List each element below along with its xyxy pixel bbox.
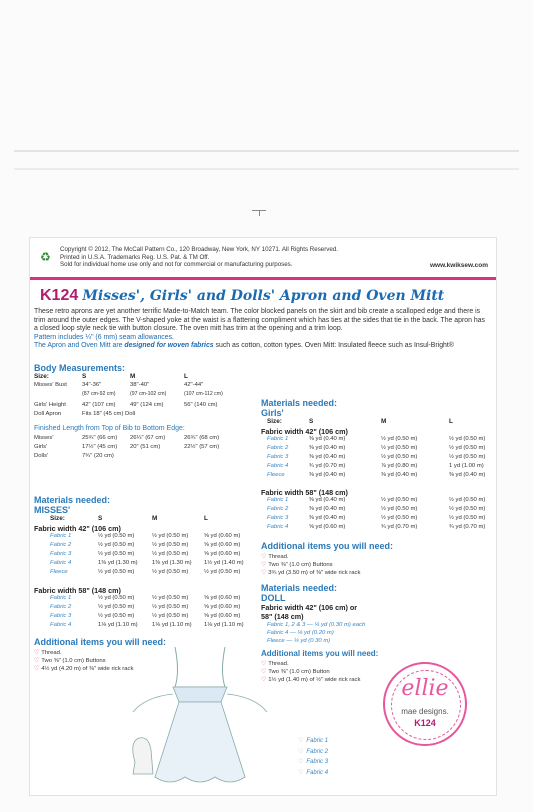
fabric-label: Fleece xyxy=(267,472,285,478)
yardage-cell: ½ yd (0.50 m) xyxy=(98,595,135,601)
doll-yardage-row: Fabric 4 — ⅛ yd (0.20 m) xyxy=(267,630,334,636)
pattern-name: Misses', Girls' and Dolls' Apron and Oven Mitt xyxy=(82,288,445,304)
yardage-row xyxy=(34,569,259,578)
yardage-row xyxy=(34,613,259,622)
doll-materials xyxy=(261,583,491,684)
list-item: ♡ Two ⅜" (1.0 cm) Buttons xyxy=(34,657,259,665)
yardage-cell: ½ yd (0.50 m) xyxy=(152,533,189,539)
fabric-label: Fabric 3 xyxy=(267,454,289,460)
list-item: ♡ Two ⅜" (1.0 cm) Buttons xyxy=(261,561,491,569)
recycle-icon: ♻ xyxy=(40,250,51,264)
yardage-cell: ½ yd (0.50 m) xyxy=(381,497,418,503)
fabric-swatch-legend xyxy=(298,736,328,778)
measure-row: Misses' Bust 34"-36" 38"-40" 42"-44" xyxy=(34,382,204,388)
measure-row: Girls' Height 42" (107 cm) 49" (124 cm) 56" (140 cm) xyxy=(34,402,218,408)
yardage-cell: ½ yd (0.50 m) xyxy=(98,569,135,575)
yardage-cell: ½ yd (0.50 m) xyxy=(98,613,135,619)
yardage-cell: ½ yd (0.50 m) xyxy=(152,551,189,557)
yardage-cell: 1⅛ yd (1.10 m) xyxy=(98,622,138,628)
yardage-cell: ⅜ yd (0.40 m) xyxy=(309,436,346,442)
swatch-label: ♡ Fabric 1 xyxy=(298,736,328,747)
yardage-cell: ½ yd (0.50 m) xyxy=(381,445,418,451)
list-item: ♡ 4½ yd (4.20 m) of ⅜" wide rick rack xyxy=(34,665,259,673)
description xyxy=(34,308,489,351)
yardage-row xyxy=(261,515,491,524)
yardage-row xyxy=(261,454,491,463)
logo-subtitle: mae designs. xyxy=(401,707,449,716)
yardage-cell: 1⅛ yd (1.10 m) xyxy=(204,622,244,628)
fabric-label: Fabric 3 xyxy=(50,551,72,557)
list-item: ♡ 1½ yd (1.40 m) of ½" wide rick rack xyxy=(261,676,491,684)
list-item: ♡ Two ⅜" (1.0 cm) Button xyxy=(261,668,491,676)
yardage-row xyxy=(261,497,491,506)
yardage-cell: ½ yd (0.50 m) xyxy=(98,604,135,610)
yardage-cell: ½ yd (0.50 m) xyxy=(152,604,189,610)
section-heading: Materials needed: xyxy=(261,583,338,593)
fabric-label: Fabric 1 xyxy=(267,497,289,503)
yardage-cell: ½ yd (0.50 m) xyxy=(152,613,189,619)
size-header: Size: S M L xyxy=(267,418,453,425)
yardage-row xyxy=(261,436,491,445)
doll-yardage-row: Fabric 1, 2 & 3 — ¼ yd (0.30 m) each xyxy=(267,622,366,628)
yardage-cell: ½ yd (0.50 m) xyxy=(381,506,418,512)
yardage-cell: ⅜ yd (0.40 m) xyxy=(449,472,486,478)
yardage-cell: ⅜ yd (0.40 m) xyxy=(309,497,346,503)
description-text: These retro aprons are yet another terrific Made-to-Match team. The color blocked panels on the skirt and bib create a scalloped edge and there is trim around the outer edges. The V-shaped yoke at the waist is a flattering compliment which has ties at the sides that tie in the back. The apron has a closed loop style neck tie with button closure. The oven mitt has trim at the opening and a trim loop. xyxy=(34,308,485,333)
yardage-cell: ⅝ yd (0.60 m) xyxy=(204,533,241,539)
fabric-width-heading: Fabric width 42" (106 cm) xyxy=(34,524,121,533)
yardage-cell: ½ yd (0.50 m) xyxy=(449,445,486,451)
yardage-row xyxy=(34,604,259,613)
fabric-width-heading: Fabric width 58" (148 cm) xyxy=(34,586,121,595)
oven-mitt-illustration xyxy=(133,738,153,774)
size-header: Size: S M L xyxy=(34,373,188,380)
list-item: ♡ 3¾ yd (3.50 m) of ⅜" wide rick rack xyxy=(261,569,491,577)
fabric-label: Fabric 4 xyxy=(267,524,289,530)
fabric-note-prefix: The Apron and Oven Mitt are xyxy=(34,342,123,350)
yardage-row xyxy=(34,533,259,542)
pattern-code: K124 xyxy=(40,287,79,304)
yardage-cell: ⅜ yd (0.40 m) xyxy=(309,472,346,478)
swatch-label: ♡ Fabric 4 xyxy=(298,768,328,779)
pattern-back-label xyxy=(29,237,497,796)
yardage-cell: ⅜ yd (0.40 m) xyxy=(381,472,418,478)
yardage-cell: ½ yd (0.50 m) xyxy=(449,436,486,442)
section-heading: Materials needed: xyxy=(34,495,111,505)
yardage-row xyxy=(261,524,491,533)
yardage-table xyxy=(34,533,259,578)
swatch-label: ♡ Fabric 2 xyxy=(298,747,328,758)
fabric-width-heading: 58" (148 cm) xyxy=(261,612,304,621)
yardage-cell: 1½ yd (1.40 m) xyxy=(204,560,244,566)
envelope-fold-line xyxy=(14,150,519,152)
copyright-line: Sold for individual home use only and not for commercial or manufacturing purposes. xyxy=(60,261,293,269)
section-heading: Additional items you will need: xyxy=(261,541,394,551)
yardage-table xyxy=(34,595,259,631)
fabric-note-emphasis: designed for woven fabrics xyxy=(124,342,214,350)
list-item: ♡ Thread. xyxy=(261,553,491,561)
yardage-cell: ⅝ yd (0.60 m) xyxy=(204,595,241,601)
finished-length-heading: Finished Length from Top of Bib to Bottom Edge: xyxy=(34,425,185,432)
additional-items-list xyxy=(261,553,491,577)
copyright-line: Printed in U.S.A. Trademarks Reg. U.S. Pat. & TM Off. xyxy=(60,253,210,261)
fabric-label: Fabric 1 xyxy=(50,595,72,601)
logo-code: K124 xyxy=(414,718,436,728)
logo-name: ellie xyxy=(401,676,449,701)
designer-logo xyxy=(383,662,467,746)
copyright-block xyxy=(60,246,338,269)
copyright-line: Copyright © 2012, The McCall Pattern Co., 120 Broadway, New York, NY 10271. All Rights Reserved. xyxy=(60,246,338,253)
length-row: Girls' 17½" (45 cm) 20" (51 cm) 22½" (57 cm) xyxy=(34,444,220,450)
fabric-width-heading: Fabric width 58" (148 cm) xyxy=(261,488,348,497)
length-row: Misses' 25¾" (66 cm) 26¼" (67 cm) 26¾" (68 cm) xyxy=(34,435,220,441)
section-heading: Body Measurements: xyxy=(34,363,126,373)
size-header: Size: S M L xyxy=(50,515,208,522)
yardage-cell: ⅝ yd (0.60 m) xyxy=(309,524,346,530)
yardage-cell: ⅝ yd (0.60 m) xyxy=(204,613,241,619)
fabric-width-heading: Fabric width 42" (106 cm) xyxy=(261,427,348,436)
yardage-cell: ½ yd (0.50 m) xyxy=(381,436,418,442)
yardage-cell: ½ yd (0.50 m) xyxy=(98,542,135,548)
length-row: Dolls' 7¾" (20 cm) xyxy=(34,453,114,459)
fabric-label: Fabric 4 xyxy=(267,463,289,469)
yardage-cell: ⅜ yd (0.40 m) xyxy=(309,445,346,451)
yardage-cell: 1 yd (1.00 m) xyxy=(449,463,484,469)
pattern-title xyxy=(40,287,444,305)
yardage-cell: ½ yd (0.50 m) xyxy=(381,454,418,460)
yardage-cell: ⅝ yd (0.60 m) xyxy=(204,604,241,610)
yardage-cell: ½ yd (0.50 m) xyxy=(449,454,486,460)
yardage-cell: ½ yd (0.50 m) xyxy=(152,569,189,575)
list-item: ♡ Thread. xyxy=(261,660,491,668)
fabric-label: Fabric 1 xyxy=(50,533,72,539)
apron-illustration xyxy=(125,642,275,792)
yardage-cell: 1⅜ yd (1.30 m) xyxy=(98,560,138,566)
swatch-label: ♡ Fabric 3 xyxy=(298,757,328,768)
yardage-cell: ½ yd (0.50 m) xyxy=(98,533,135,539)
measure-row: Doll Apron Fits 18" (45 cm) Doll xyxy=(34,411,136,417)
yardage-table xyxy=(261,497,491,533)
website-link[interactable]: www.kwiksew.com xyxy=(429,262,488,269)
fabric-label: Fleece xyxy=(50,569,68,575)
yardage-cell: ⅝ yd (0.60 m) xyxy=(204,542,241,548)
yardage-cell: ⅜ yd (0.40 m) xyxy=(309,454,346,460)
yardage-row xyxy=(261,506,491,515)
yardage-table xyxy=(261,436,491,481)
list-item: ♡ Thread. xyxy=(34,649,259,657)
seam-allowance: Pattern includes ¼" (6 mm) seam allowances. xyxy=(34,333,174,341)
fabric-width-heading: Fabric width 42" (106 cm) or xyxy=(261,603,358,612)
yardage-cell: ⅞ yd (0.80 m) xyxy=(381,463,418,469)
fabric-label: Fabric 4 xyxy=(50,560,72,566)
section-subheading: MISSES' xyxy=(34,505,71,515)
yardage-cell: ½ yd (0.50 m) xyxy=(449,506,486,512)
yardage-cell: ½ yd (0.50 m) xyxy=(152,542,189,548)
yardage-cell: ½ yd (0.50 m) xyxy=(152,595,189,601)
envelope-fold-line xyxy=(14,168,519,170)
yardage-cell: ⅜ yd (0.40 m) xyxy=(309,515,346,521)
yardage-row xyxy=(34,622,259,631)
yardage-row xyxy=(34,560,259,569)
yardage-cell: ½ yd (0.50 m) xyxy=(204,569,241,575)
yardage-row xyxy=(34,595,259,604)
yardage-cell: ¾ yd (0.70 m) xyxy=(381,524,418,530)
fabric-label: Fabric 2 xyxy=(50,604,72,610)
girls-materials xyxy=(261,398,491,577)
yardage-cell: ⅝ yd (0.60 m) xyxy=(204,551,241,557)
yardage-row xyxy=(34,551,259,560)
divider xyxy=(30,277,496,280)
fabric-note-suffix: such as cotton, cotton types. Oven Mitt: Insulated fleece such as Insul-Bright® xyxy=(215,342,454,350)
yardage-cell: ½ yd (0.50 m) xyxy=(98,551,135,557)
yardage-row xyxy=(261,463,491,472)
measure-row-metric: (87 cm-92 cm) (97 cm-102 cm) (107 cm-112 cm) xyxy=(82,391,223,397)
section-heading: Additional items you will need: xyxy=(34,637,167,647)
fabric-label: Fabric 3 xyxy=(50,613,72,619)
fabric-label: Fabric 2 xyxy=(267,506,289,512)
yardage-cell: ½ yd (0.50 m) xyxy=(381,515,418,521)
yardage-cell: ½ yd (0.50 m) xyxy=(449,515,486,521)
fabric-label: Fabric 2 xyxy=(267,445,289,451)
section-heading: Materials needed: xyxy=(261,398,338,408)
yardage-cell: ½ yd (0.50 m) xyxy=(449,497,486,503)
yardage-row xyxy=(34,542,259,551)
yardage-cell: 1⅜ yd (1.30 m) xyxy=(152,560,192,566)
yardage-row xyxy=(261,472,491,481)
yardage-cell: 1⅛ yd (1.10 m) xyxy=(152,622,192,628)
doll-yardage-row: Fleece — ¼ yd (0.30 m) xyxy=(267,638,331,644)
yardage-cell: ¾ yd (0.70 m) xyxy=(449,524,486,530)
section-heading: Additional items you will need: xyxy=(261,649,379,658)
fabric-label: Fabric 3 xyxy=(267,515,289,521)
section-subheading: Girls' xyxy=(261,408,284,418)
yardage-row xyxy=(261,445,491,454)
fold-mark xyxy=(252,210,266,211)
section-subheading: DOLL xyxy=(261,593,286,603)
fabric-label: Fabric 1 xyxy=(267,436,289,442)
body-measurements xyxy=(34,363,259,462)
fabric-label: Fabric 2 xyxy=(50,542,72,548)
yardage-cell: ¾ yd (0.70 m) xyxy=(309,463,346,469)
yardage-cell: ⅜ yd (0.40 m) xyxy=(309,506,346,512)
fabric-label: Fabric 4 xyxy=(50,622,72,628)
